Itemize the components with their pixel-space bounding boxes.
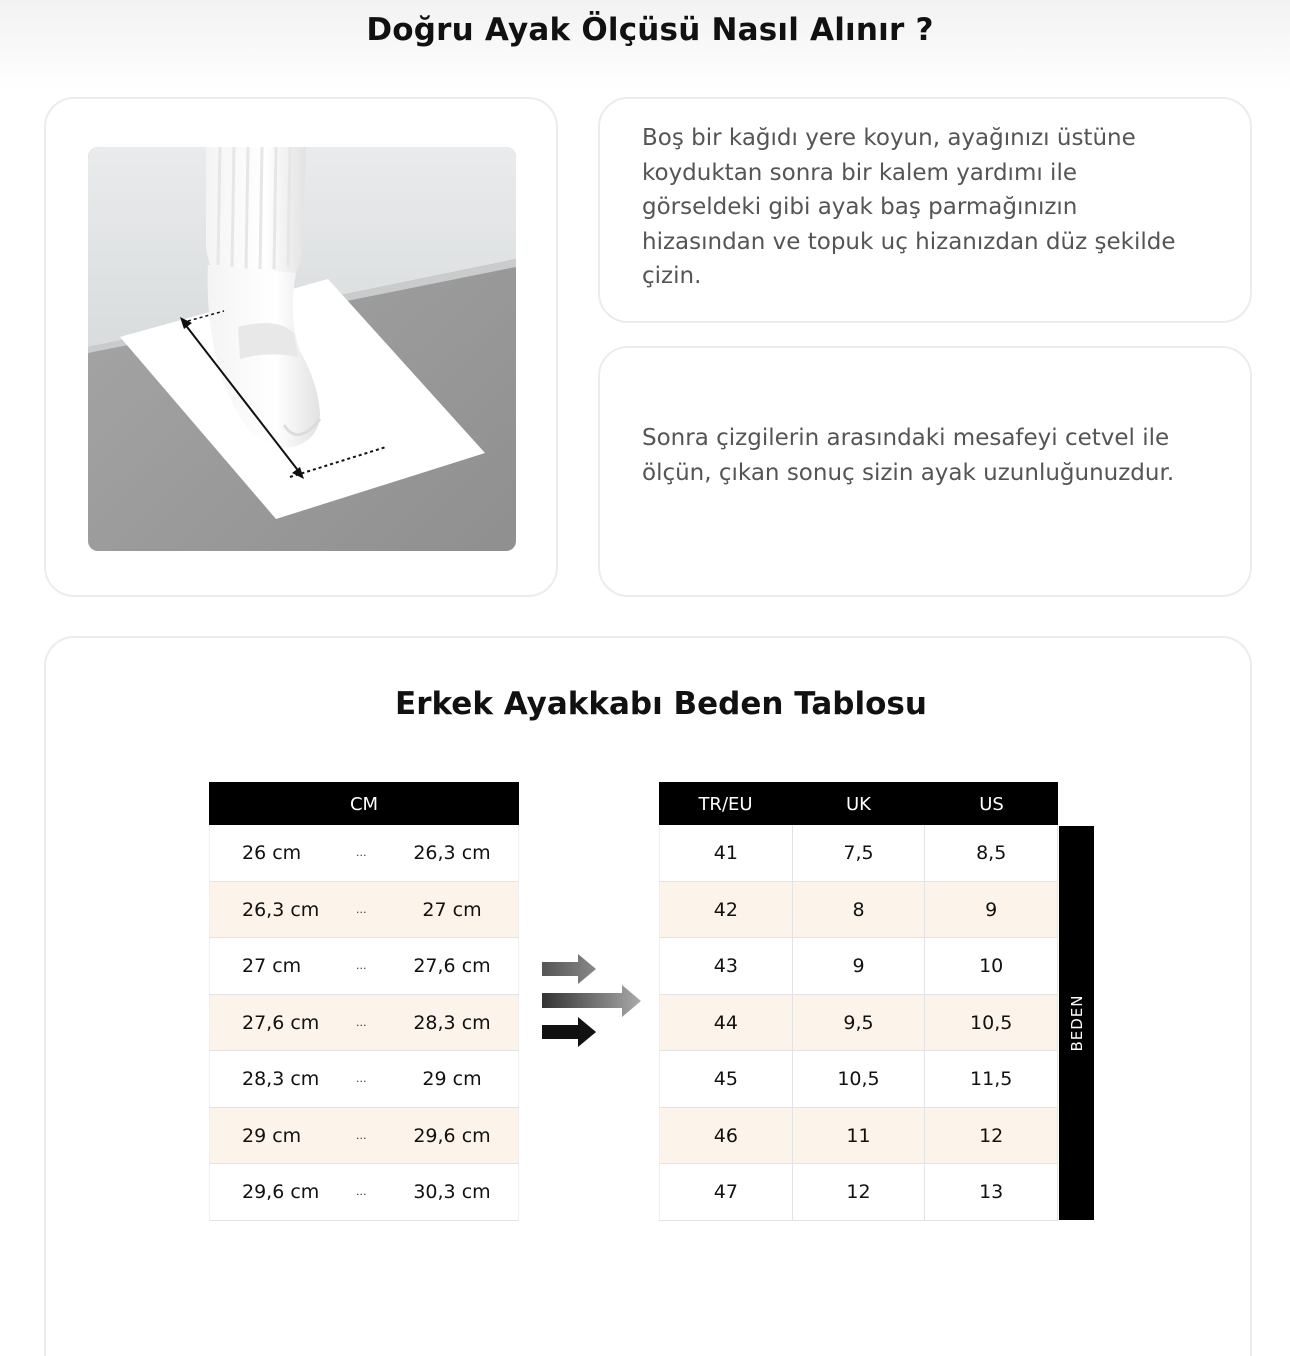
step-card-1 [598,97,1252,323]
cm-from: 26 cm [242,842,302,864]
cm-table [209,782,519,1221]
size-table [659,782,1058,1221]
cm-to: 29,6 cm [413,1124,491,1147]
range-separator: ... [356,846,367,859]
size-us: 10,5 [925,995,1058,1051]
cm-from: 29 cm [242,1124,302,1147]
step-1-text: Boş bir kağıdı yere koyun, ayağınızı üstüne koyduktan sonra bir kalem yardımı ile görseldeki gibi ayak baş parmağınızın hizasından ve topuk uç hizanızdan düz şekilde çizin. [642,125,1176,289]
range-separator: ... [356,1072,367,1085]
size-chart-title: Erkek Ayakkabı Beden Tablosu [395,686,927,722]
size-tr-eu: 42 [660,882,793,938]
step-card-2 [598,346,1252,597]
size-tr-eu: 46 [660,1108,793,1164]
cm-from: 27 cm [242,955,302,977]
cm-to: 28,3 cm [413,1011,491,1034]
cm-to: 30,3 cm [413,1181,491,1203]
size-uk: 8 [793,882,926,938]
cm-row [209,882,519,939]
cm-row [209,825,519,882]
range-separator: ... [356,959,367,972]
cm-from: 27,6 cm [242,1011,320,1034]
cm-to: 27,6 cm [413,955,491,977]
cm-to: 27 cm [422,898,482,921]
size-row [659,995,1058,1052]
foot-measure-illustration [88,147,516,551]
arrows-right-icon [540,950,645,1050]
size-tr-eu: 44 [660,995,793,1051]
size-uk: 10,5 [793,1051,926,1107]
cm-from: 29,6 cm [242,1181,320,1203]
size-uk: 9,5 [793,995,926,1051]
cm-row [209,1108,519,1165]
size-uk: 12 [793,1164,926,1220]
size-tr-eu: 43 [660,938,793,994]
size-row [659,1164,1058,1221]
size-uk: 9 [793,938,926,994]
range-separator: ... [356,902,367,916]
illustration-card [44,97,558,597]
range-separator: ... [356,1015,367,1029]
size-us: 9 [925,882,1058,938]
size-row [659,1108,1058,1165]
cm-row [209,1051,519,1108]
header-us: US [979,794,1004,815]
cm-to: 26,3 cm [413,842,491,864]
size-tr-eu: 47 [660,1164,793,1220]
size-uk: 7,5 [793,825,926,881]
beden-label: BEDEN [1067,994,1086,1052]
size-row [659,938,1058,995]
header-uk: UK [846,794,871,815]
range-separator: ... [356,1128,367,1142]
size-row [659,1051,1058,1108]
size-row [659,882,1058,939]
size-us: 10 [925,938,1058,994]
cm-row [209,995,519,1052]
range-separator: ... [356,1185,367,1198]
step-2-text: Sonra çizgilerin arasındaki mesafeyi cetvel ile ölçün, çıkan sonuç sizin ayak uzunluğunuzdur. [642,425,1175,486]
header-tr-eu: TR/EU [698,794,753,815]
size-row [659,825,1058,882]
size-us: 8,5 [925,825,1058,881]
size-tr-eu: 45 [660,1051,793,1107]
size-header [659,782,1058,825]
cm-from: 28,3 cm [242,1068,320,1090]
cm-to: 29 cm [422,1068,482,1090]
cm-row [209,938,519,995]
cm-header: CM [209,782,519,825]
size-us: 13 [925,1164,1058,1220]
cm-from: 26,3 cm [242,898,320,921]
size-tr-eu: 41 [660,825,793,881]
size-us: 11,5 [925,1051,1058,1107]
cm-row [209,1164,519,1221]
size-uk: 11 [793,1108,926,1164]
size-us: 12 [925,1108,1058,1164]
beden-side-bar [1059,826,1094,1220]
page-title: Doğru Ayak Ölçüsü Nasıl Alınır ? [366,12,934,48]
